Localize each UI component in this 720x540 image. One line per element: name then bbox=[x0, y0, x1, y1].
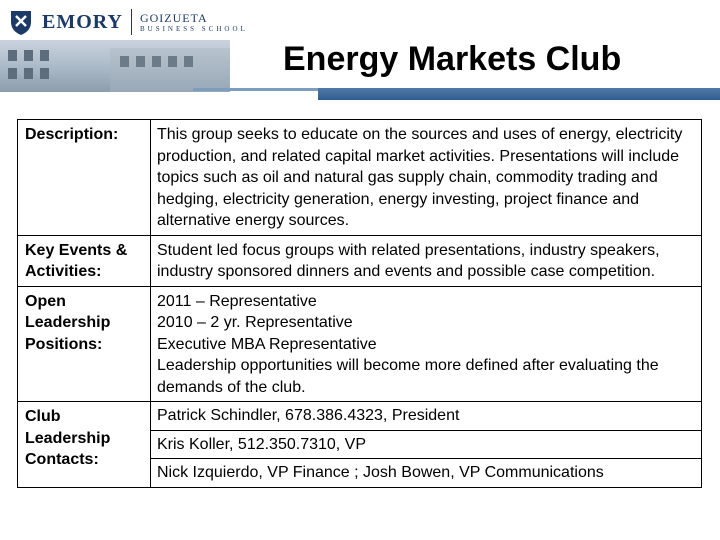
header-accent-line bbox=[193, 88, 318, 91]
slide-header bbox=[0, 0, 720, 100]
row-label: Key Events & Activities: bbox=[18, 235, 151, 286]
contact-entry: Nick Izquierdo, VP Finance ; Josh Bowen, VP Communications bbox=[151, 459, 702, 488]
contact-entry: Patrick Schindler, 678.386.4323, President bbox=[151, 402, 702, 431]
emory-goizueta-logo bbox=[6, 6, 248, 38]
building-photo bbox=[0, 40, 230, 92]
school-name-main: GOIZUETA bbox=[139, 10, 208, 25]
table-row-description bbox=[18, 120, 702, 236]
table-row-open-positions bbox=[18, 286, 702, 402]
row-value bbox=[151, 286, 702, 402]
table-row-key-events bbox=[18, 235, 702, 286]
school-name-subtitle: BUSINESS SCHOOL bbox=[139, 24, 248, 33]
position-line: Executive MBA Representative bbox=[157, 335, 377, 353]
slide-title: Energy Markets Club bbox=[283, 40, 622, 78]
row-label: Description: bbox=[18, 120, 151, 236]
position-line: 2010 – 2 yr. Representative bbox=[157, 314, 353, 331]
header-blue-band bbox=[318, 88, 720, 100]
school-name bbox=[140, 12, 248, 33]
emory-wordmark: EMORY bbox=[42, 10, 123, 33]
contact-entry: Kris Koller, 512.350.7310, VP bbox=[151, 430, 702, 459]
club-info-table bbox=[17, 119, 702, 488]
row-value: This group seeks to educate on the sources and uses of energy, electricity production, and related capital market activities. Presentations will include topics such as oil and natural gas supply chain, commodity trading and hedging, electricity generation, energy investing, project finance and alternative energy sources. bbox=[151, 120, 702, 236]
position-line: 2011 – Representative bbox=[157, 292, 317, 310]
row-label: Open Leadership Positions: bbox=[18, 286, 151, 402]
logo-divider bbox=[131, 9, 132, 35]
row-value: Student led focus groups with related presentations, industry speakers, industry sponsored dinners and events and possible case competition. bbox=[151, 235, 702, 286]
position-line: Leadership opportunities will become more defined after evaluating the demands of the club. bbox=[157, 357, 659, 396]
emory-shield-icon bbox=[6, 7, 36, 37]
row-label: Club Leadership Contacts: bbox=[18, 402, 151, 488]
table-row-contact-1 bbox=[18, 402, 702, 431]
